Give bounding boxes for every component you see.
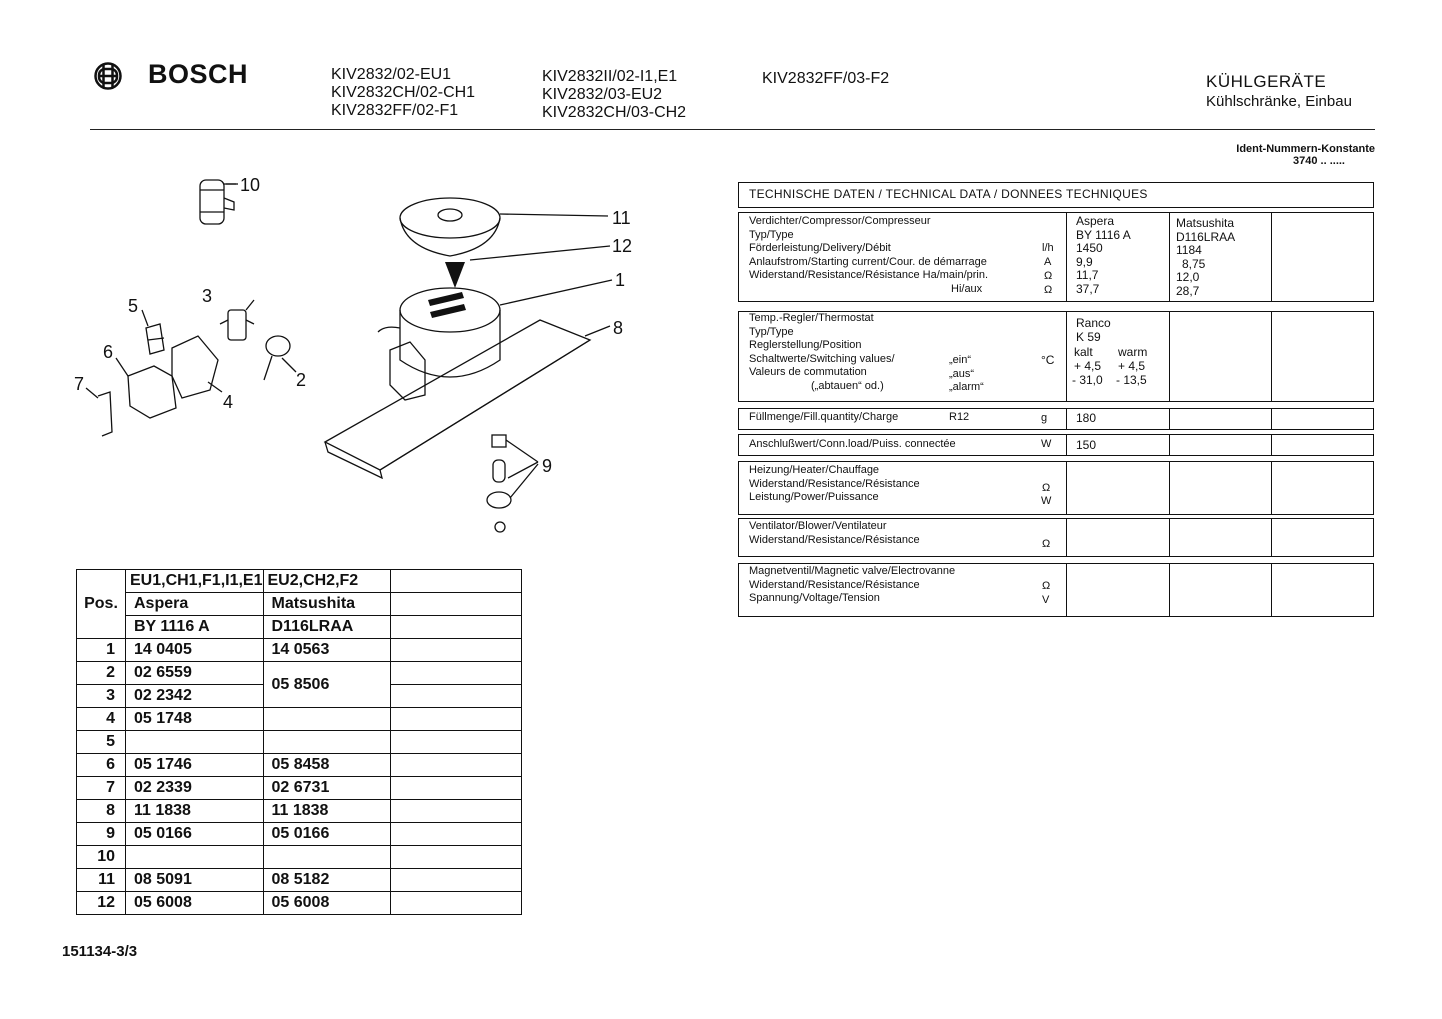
unit-label: W bbox=[1041, 438, 1052, 450]
spec-label: Anschlußwert/Conn.load/Puiss. connectée bbox=[749, 438, 956, 450]
callout-label: 4 bbox=[223, 392, 234, 412]
pos-cell: 8 bbox=[77, 800, 126, 823]
unit-label: Ω bbox=[1042, 482, 1051, 494]
empty-cell bbox=[390, 616, 521, 639]
part-number: 05 1748 bbox=[126, 708, 264, 731]
spec-value: 37,7 bbox=[1076, 281, 1100, 296]
part-number: 05 0166 bbox=[263, 823, 390, 846]
table-row bbox=[77, 754, 522, 777]
spec-label: Valeurs de commutation bbox=[749, 366, 867, 378]
spec-value: 9,9 bbox=[1076, 254, 1093, 269]
compressor-block bbox=[738, 212, 1374, 302]
model-code: KIV2832CH/03-CH2 bbox=[542, 104, 687, 121]
model-code: KIV2832CH/02-CH1 bbox=[331, 84, 476, 101]
unit-label: V bbox=[1042, 594, 1050, 606]
spec-label: Temp.-Regler/Thermostat bbox=[749, 312, 874, 324]
category-subtitle: Kühlschränke, Einbau bbox=[1206, 93, 1352, 110]
spec-label: Reglerstellung/Position bbox=[749, 339, 862, 351]
header-rule bbox=[90, 129, 1375, 130]
compressor-labels bbox=[749, 215, 988, 296]
pos-cell: 10 bbox=[77, 846, 126, 869]
refrigerant-label: R12 bbox=[949, 411, 970, 423]
spec-value: 1450 bbox=[1076, 241, 1103, 255]
spec-label: Magnetventil/Magnetic valve/Electrovanne bbox=[749, 565, 956, 577]
empty-cell bbox=[390, 593, 521, 616]
part-number bbox=[263, 708, 390, 731]
pos-cell: 9 bbox=[77, 823, 126, 846]
unit-label: Ω bbox=[1044, 284, 1053, 296]
part-number: 02 2342 bbox=[126, 685, 264, 708]
unit-label: A bbox=[1044, 256, 1052, 268]
switch-state: „aus“ bbox=[949, 367, 975, 380]
magnetic-valve-block bbox=[738, 563, 1374, 617]
part-number: 05 8506 bbox=[263, 662, 390, 708]
callout-label: 1 bbox=[615, 270, 626, 290]
part-number: 05 6008 bbox=[263, 892, 390, 915]
part-number: 05 8458 bbox=[263, 754, 390, 777]
empty-cell bbox=[390, 892, 521, 915]
pos-cell: 11 bbox=[77, 869, 126, 892]
unit-label: g bbox=[1041, 412, 1048, 424]
part-number: 08 5091 bbox=[126, 869, 264, 892]
document-number: 151134-3/3 bbox=[62, 943, 138, 960]
pos-cell: 7 bbox=[77, 777, 126, 800]
callout-label: 12 bbox=[612, 236, 633, 256]
table-row bbox=[77, 846, 522, 869]
unit-label: Ω bbox=[1042, 580, 1051, 592]
callout-label: 9 bbox=[542, 456, 553, 476]
pos-cell: 2 bbox=[77, 662, 126, 685]
spec-label: Füllmenge/Fill.quantity/Charge bbox=[749, 411, 899, 423]
spec-value: 180 bbox=[1076, 411, 1097, 425]
table-row bbox=[77, 662, 522, 685]
type-header: BY 1116 A bbox=[126, 616, 264, 639]
parts-table bbox=[76, 569, 522, 915]
spec-label: Typ/Type bbox=[749, 325, 794, 338]
unit-label: °C bbox=[1041, 353, 1055, 367]
spec-label: Widerstand/Resistance/Résistance bbox=[749, 477, 920, 490]
model-code: KIV2832II/02-I1,E1 bbox=[542, 68, 678, 85]
part-number: 05 0166 bbox=[126, 823, 264, 846]
spec-value: 12,0 bbox=[1176, 270, 1200, 284]
heater-block bbox=[738, 461, 1374, 515]
pos-cell: 12 bbox=[77, 892, 126, 915]
heater-labels bbox=[749, 464, 920, 505]
unit-label: Ω bbox=[1044, 270, 1053, 282]
spec-label: Schaltwerte/Switching values/ bbox=[749, 352, 895, 365]
unit-label: l/h bbox=[1042, 242, 1054, 254]
model-list-1 bbox=[331, 66, 475, 120]
compressor-col2 bbox=[1176, 217, 1235, 298]
part-number: 02 6559 bbox=[126, 662, 264, 685]
thermostat-quotes bbox=[949, 354, 984, 395]
empty-cell bbox=[390, 570, 521, 593]
fill-quantity-block bbox=[738, 408, 1374, 430]
category-title: KÜHLGERÄTE bbox=[1206, 72, 1327, 91]
table-row bbox=[77, 708, 522, 731]
part-number: 14 0405 bbox=[126, 639, 264, 662]
spec-value: Matsushita bbox=[1176, 216, 1235, 230]
spec-label: Verdichter/Compressor/Compresseur bbox=[749, 215, 931, 227]
part-number bbox=[263, 846, 390, 869]
spec-value: - 13,5 bbox=[1116, 373, 1147, 387]
pos-cell: 6 bbox=[77, 754, 126, 777]
model-code: KIV2832FF/03-F2 bbox=[762, 70, 890, 87]
spec-label: Leistung/Power/Puissance bbox=[749, 491, 879, 503]
ident-value: 3740 .. ..... bbox=[1293, 155, 1345, 167]
part-number: 02 2339 bbox=[126, 777, 264, 800]
spec-label: Spannung/Voltage/Tension bbox=[749, 592, 880, 604]
empty-cell bbox=[390, 685, 521, 708]
spec-value: BY 1116 A bbox=[1076, 227, 1131, 242]
blower-block bbox=[738, 518, 1374, 557]
empty-cell bbox=[390, 846, 521, 869]
part-number: 11 1838 bbox=[263, 800, 390, 823]
switch-state: „alarm“ bbox=[949, 381, 984, 393]
spec-value: D116LRAA bbox=[1176, 229, 1236, 244]
type-header: D116LRAA bbox=[263, 616, 390, 639]
blower-labels bbox=[749, 520, 920, 547]
spec-value: Aspera bbox=[1076, 214, 1115, 228]
callout-label: 2 bbox=[296, 370, 307, 390]
switch-state: „ein“ bbox=[949, 354, 972, 366]
spec-label: Förderleistung/Delivery/Débit bbox=[749, 242, 891, 254]
part-number: 08 5182 bbox=[263, 869, 390, 892]
table-row bbox=[77, 823, 522, 846]
maker-header: Matsushita bbox=[263, 593, 390, 616]
ident-number-block bbox=[1175, 143, 1375, 167]
spec-label: Anlaufstrom/Starting current/Cour. de démarrage bbox=[749, 255, 987, 268]
part-number: 02 6731 bbox=[263, 777, 390, 800]
spec-value: - 31,0 bbox=[1072, 373, 1103, 387]
pos-cell: 1 bbox=[77, 639, 126, 662]
spec-value: 150 bbox=[1076, 438, 1097, 452]
spec-value: + 4,5 bbox=[1074, 359, 1102, 373]
empty-cell bbox=[390, 639, 521, 662]
empty-cell bbox=[390, 823, 521, 846]
spec-label: Typ/Type bbox=[749, 228, 794, 241]
callout-label: 11 bbox=[612, 208, 631, 228]
spec-value: + 4,5 bbox=[1118, 359, 1146, 373]
callout-label: 7 bbox=[74, 374, 85, 394]
maker-header: Aspera bbox=[126, 593, 264, 616]
pos-cell: 5 bbox=[77, 731, 126, 754]
spec-label: Ventilator/Blower/Ventilateur bbox=[749, 520, 887, 532]
pos-header: Pos. bbox=[77, 570, 126, 639]
callout-label: 10 bbox=[240, 175, 261, 195]
table-row bbox=[77, 869, 522, 892]
callout-label: 8 bbox=[613, 318, 624, 338]
table-row bbox=[77, 639, 522, 662]
spec-label: Widerstand/Resistance/Résistance bbox=[749, 533, 920, 546]
model-code: KIV2832/02-EU1 bbox=[331, 66, 452, 83]
spec-value: K 59 bbox=[1076, 330, 1101, 344]
spec-label: Hi/aux bbox=[951, 282, 983, 295]
spec-value: 28,7 bbox=[1176, 283, 1200, 298]
valve-labels bbox=[749, 565, 955, 606]
empty-cell bbox=[390, 869, 521, 892]
empty-cell bbox=[390, 708, 521, 731]
table-row bbox=[77, 892, 522, 915]
empty-cell bbox=[390, 754, 521, 777]
part-number: 14 0563 bbox=[263, 639, 390, 662]
part-number: 11 1838 bbox=[126, 800, 264, 823]
empty-cell bbox=[390, 731, 521, 754]
table-row bbox=[77, 777, 522, 800]
part-number: 05 1746 bbox=[126, 754, 264, 777]
callout-label: 5 bbox=[128, 296, 139, 316]
unit-label: Ω bbox=[1042, 538, 1051, 550]
spec-value: warm bbox=[1118, 345, 1148, 359]
unit-label: W bbox=[1041, 495, 1052, 507]
callout-label: 6 bbox=[103, 342, 114, 362]
part-number bbox=[263, 731, 390, 754]
model-list-2 bbox=[542, 68, 686, 122]
compressor-col1 bbox=[1076, 215, 1131, 296]
part-number bbox=[126, 731, 264, 754]
spec-value: 11,7 bbox=[1076, 268, 1099, 282]
table-row bbox=[77, 800, 522, 823]
part-number bbox=[126, 846, 264, 869]
spec-label: („abtauen“ od.) bbox=[811, 379, 884, 392]
spec-label: Widerstand/Resistance/Résistance bbox=[749, 578, 920, 591]
brand-name: BOSCH bbox=[148, 59, 249, 89]
table-row bbox=[77, 731, 522, 754]
connected-load-block bbox=[738, 434, 1374, 456]
thermostat-block bbox=[738, 311, 1374, 402]
bosch-logo-icon bbox=[93, 61, 123, 91]
spec-value: Ranco bbox=[1076, 316, 1111, 330]
model-code: KIV2832FF/02-F1 bbox=[331, 102, 459, 119]
variant-header: EU1,CH1,F1,I1,E1 bbox=[126, 570, 264, 593]
tech-data-title: TECHNISCHE DATEN / TECHNICAL DATA / DONNEES TECHNIQUES bbox=[749, 187, 1148, 201]
variant-header: EU2,CH2,F2 bbox=[263, 570, 390, 593]
spec-label: Heizung/Heater/Chauffage bbox=[749, 464, 880, 476]
model-list-3 bbox=[762, 70, 889, 88]
exploded-parts-diagram bbox=[60, 160, 660, 550]
empty-cell bbox=[390, 800, 521, 823]
empty-cell bbox=[390, 777, 521, 800]
tech-data-title-box bbox=[738, 182, 1374, 208]
empty-cell bbox=[390, 662, 521, 685]
spec-value: 8,75 bbox=[1182, 256, 1206, 271]
spec-value: kalt bbox=[1074, 345, 1093, 359]
callout-label: 3 bbox=[202, 286, 213, 306]
pos-cell: 4 bbox=[77, 708, 126, 731]
part-number: 05 6008 bbox=[126, 892, 264, 915]
thermostat-labels bbox=[749, 312, 895, 393]
model-code: KIV2832/03-EU2 bbox=[542, 86, 663, 103]
spec-label: Widerstand/Resistance/Résistance Ha/main/prin. bbox=[749, 269, 989, 281]
ident-label: Ident-Nummern-Konstante bbox=[1236, 143, 1375, 155]
pos-cell: 3 bbox=[77, 685, 126, 708]
spec-value: 1184 bbox=[1176, 243, 1202, 257]
